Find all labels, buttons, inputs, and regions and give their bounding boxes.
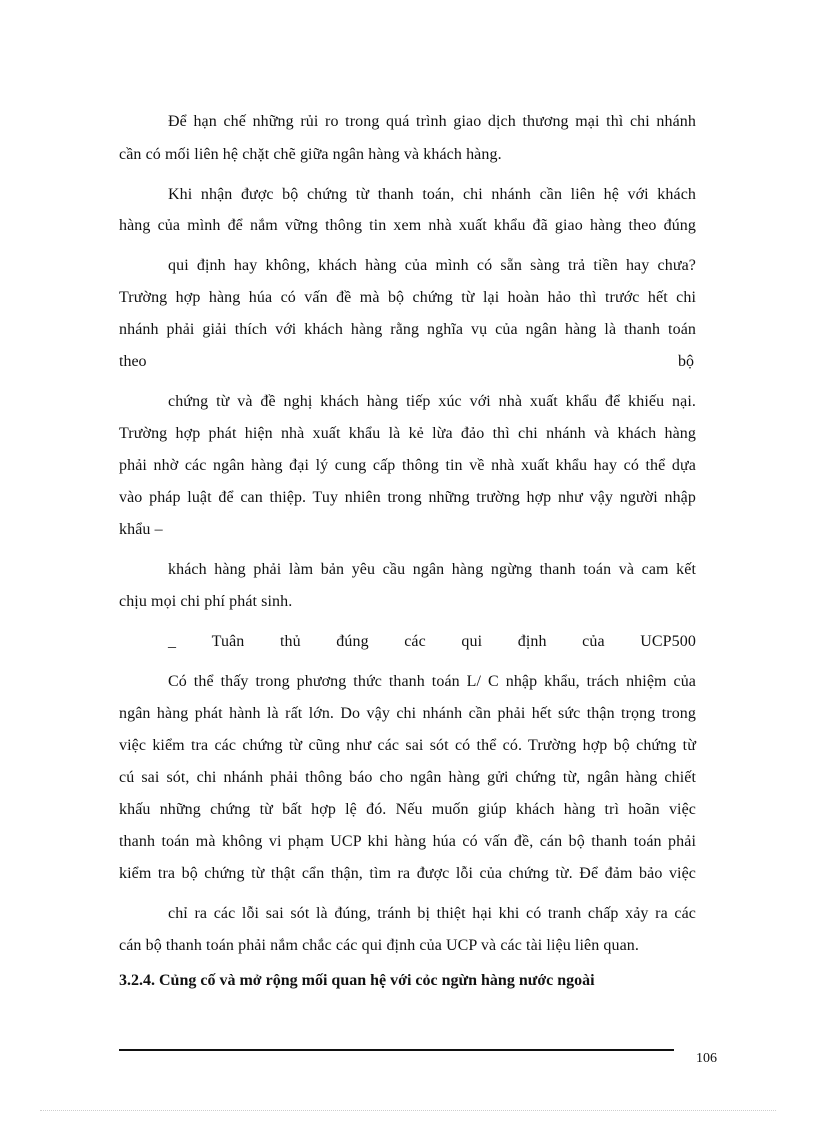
bullet-word: các [404,633,426,650]
paragraph-2-line-2: hàng của mình để nắm vững thông tin xem nhà xuất khẩu đã giao hàng theo đúng [119,217,696,234]
paragraph-6-line-6: thanh toán mà không vi phạm UCP khi hàng húa có vấn đề, cán bộ thanh toán phải [119,833,696,850]
paragraph-6-line-2: ngân hàng phát hành là rất lớn. Do vậy chi nhánh cần phải hết sức thận trọng trong [119,705,696,722]
paragraph-2-line-1: Khi nhận được bộ chứng từ thanh toán, chi nhánh cần liên hệ với khách [168,186,696,203]
paragraph-3-line-4-left: theo [119,353,147,370]
paragraph-1-line-1: Để hạn chế những rủi ro trong quá trình giao dịch thương mại thì chi nhánh [168,113,696,130]
paragraph-7-line-2: cán bộ thanh toán phải nắm chắc các qui định của UCP và các tài liệu liên quan. [119,937,640,954]
paragraph-5-line-1: khách hàng phải làm bản yêu cầu ngân hàng ngừng thanh toán và cam kết [168,561,696,578]
paragraph-6-line-4: cú sai sót, chi nhánh phải thông báo cho ngân hàng gửi chứng từ, ngân hàng chiết [119,769,696,786]
bullet-marker: _ [168,633,177,650]
page-bottom-border [40,1110,776,1111]
bullet-word: thủ [279,633,301,650]
paragraph-4-line-3: phải nhờ các ngân hàng đại lý cung cấp thông tin về nhà xuất khẩu hay có thể dựa [119,457,696,474]
bullet-word: UCP500 [640,633,696,650]
paragraph-3-line-4-right: bộ [678,353,694,370]
paragraph-6-line-7: kiểm tra bộ chứng từ thật cẩn thận, tìm ra được lỗi của chứng từ. Để đảm bảo việc [119,865,696,882]
paragraph-3-line-2: Trường hợp hàng húa có vấn đề mà bộ chứng từ lại hoàn hảo thì trước hết chi [119,289,696,306]
paragraph-6-line-3: việc kiểm tra các chứng từ cũng như các sai sót có thể có. Trường hợp bộ chứng từ [119,737,696,754]
paragraph-7-line-1: chỉ ra các lỗi sai sót là đúng, tránh bị thiệt hại khi có tranh chấp xảy ra các [168,905,696,922]
page-number: 106 [696,1051,717,1066]
paragraph-3-line-1: qui định hay không, khách hàng của mình có sẵn sàng trả tiền hay chưa? [168,257,696,274]
bullet-word: qui [461,633,483,650]
paragraph-4-line-1: chứng từ và đề nghị khách hàng tiếp xúc với nhà xuất khẩu để khiếu nại. [168,393,696,410]
paragraph-1-line-2: cần có mối liên hệ chặt chẽ giữa ngân hàng và khách hàng. [119,146,502,163]
paragraph-3-line-3: nhánh phải giải thích với khách hàng rằng nghĩa vụ của ngân hàng là thanh toán [119,321,696,338]
bullet-word: của [582,633,605,650]
bullet-word: đúng [336,633,369,650]
footer-divider [119,1049,674,1051]
paragraph-4-line-4: vào pháp luật để can thiệp. Tuy nhiên trong những trường hợp như vậy người nhập [119,489,696,506]
section-heading: 3.2.4. Củng cố và mở rộng mối quan hệ với cỏc ngừn hàng nước ngoài [119,972,595,989]
paragraph-5-line-2: chịu mọi chi phí phát sinh. [119,593,293,610]
bullet-word: Tuân [211,633,245,650]
paragraph-4-line-5: khẩu – [119,521,163,538]
paragraph-6-line-5: khấu những chứng từ bất hợp lệ đó. Nếu muốn giúp khách hàng trì hoãn việc [119,801,696,818]
paragraph-4-line-2: Trường hợp phát hiện nhà xuất khẩu là kẻ lừa đảo thì chi nhánh và khách hàng [119,425,696,442]
bullet-line [168,632,696,652]
paragraph-6-line-1: Có thể thấy trong phương thức thanh toán L/ C nhập khẩu, trách nhiệm của [168,673,696,690]
bullet-word: định [517,633,547,650]
